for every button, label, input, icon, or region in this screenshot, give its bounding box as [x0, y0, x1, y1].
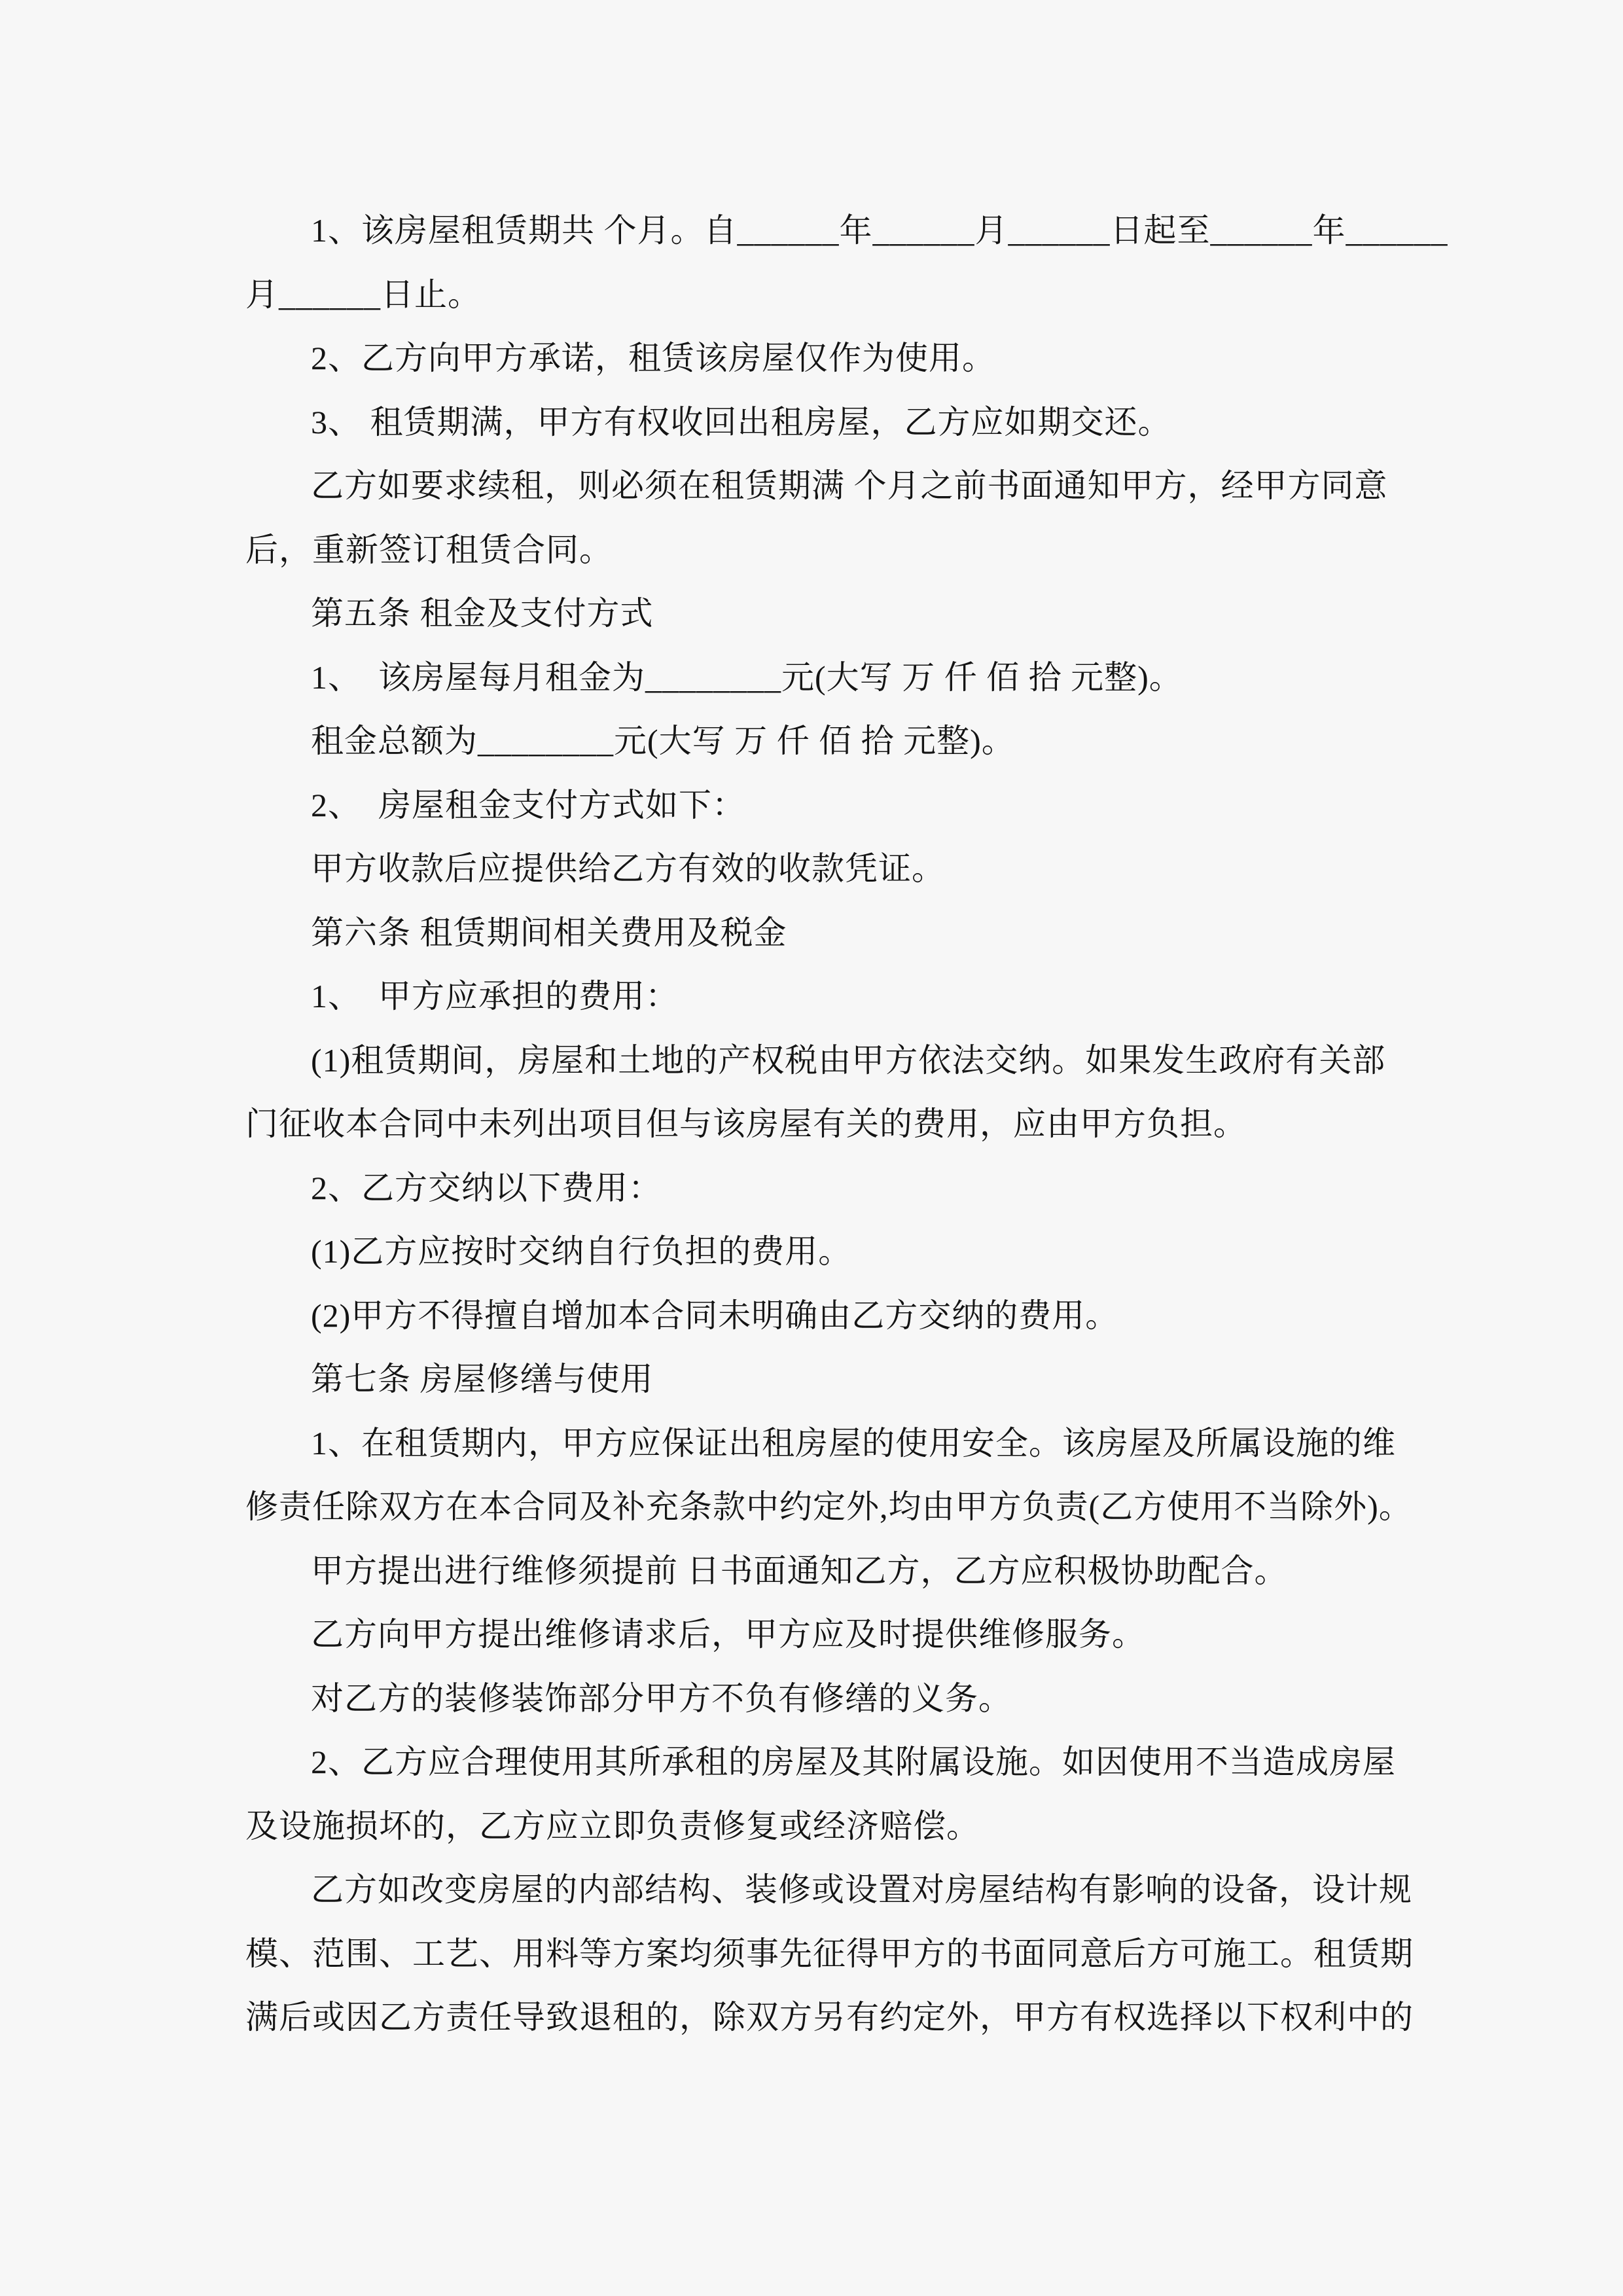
text-line: 甲方提出进行维修须提前 日书面通知乙方，乙方应积极协助配合。	[311, 1552, 1288, 1589]
text-line: 1、 甲方应承担的费用：	[311, 978, 679, 1014]
text-line: 3、 租赁期满，甲方有权收回出租房屋，乙方应如期交还。	[311, 403, 1171, 440]
text-line: 门征收本合同中未列出项目但与该房屋有关的费用，应由甲方负担。	[245, 1105, 1247, 1142]
text-line: (1)租赁期间，房屋和土地的产权税由甲方依法交纳。如果发生政府有关部	[311, 1041, 1386, 1079]
text-line: 甲方收款后应提供给乙方有效的收款凭证。	[311, 850, 945, 887]
text-line: 及设施损坏的，乙方应立即负责修复或经济赔偿。	[245, 1807, 980, 1844]
text-line: 2、乙方应合理使用其所承租的房屋及其附属设施。如因使用不当造成房屋	[311, 1744, 1396, 1780]
text-line: (1)乙方应按时交纳自行负担的费用。	[311, 1233, 852, 1270]
text-line: 修责任除双方在本合同及补充条款中约定外,均由甲方负责(乙方使用不当除外)。	[245, 1488, 1412, 1525]
text-line: 第七条 房屋修缮与使用	[311, 1361, 654, 1397]
text-line: 后，重新签订租赁合同。	[245, 531, 613, 568]
text-line: 2、 房屋租金支付方式如下：	[311, 786, 745, 823]
text-line: 乙方向甲方提出维修请求后，甲方应及时提供维修服务。	[311, 1616, 1145, 1653]
text-line: 月______日止。	[245, 276, 481, 313]
text-line: 第五条 租金及支付方式	[311, 595, 654, 632]
text-line: 1、在租赁期内，甲方应保证出租房屋的使用安全。该房屋及所属设施的维	[311, 1424, 1396, 1462]
text-line: 租金总额为________元(大写 万 仟 佰 拾 元整)。	[311, 723, 1015, 759]
text-line: 1、 该房屋每月租金为________元(大写 万 仟 佰 拾 元整)。	[311, 658, 1183, 696]
text-line: 乙方如要求续租，则必须在租赁期满 个月之前书面通知甲方，经甲方同意	[311, 467, 1388, 504]
text-line: 对乙方的装修装饰部分甲方不负有修缮的义务。	[311, 1679, 1012, 1717]
text-line: 第六条 租赁期间相关费用及税金	[311, 914, 787, 951]
text-line: 2、乙方向甲方承诺，租赁该房屋仅作为使用。	[311, 340, 995, 376]
text-line: 乙方如改变房屋的内部结构、装修或设置对房屋结构有影响的设备，设计规	[311, 1871, 1412, 1908]
text-line: 模、范围、工艺、用料等方案均须事先征得甲方的书面同意后方可施工。租赁期	[245, 1935, 1414, 1972]
text-line: 1、该房屋租赁期共 个月。自______年______月______日起至______年______	[311, 212, 1448, 249]
text-line: (2)甲方不得擅自增加本合同未明确由乙方交纳的费用。	[311, 1297, 1119, 1334]
text-line: 2、乙方交纳以下费用：	[311, 1169, 662, 1206]
document-lines	[245, 199, 1448, 2050]
text-line: 满后或因乙方责任导致退租的，除双方另有约定外，甲方有权选择以下权利中的	[245, 1999, 1414, 2036]
